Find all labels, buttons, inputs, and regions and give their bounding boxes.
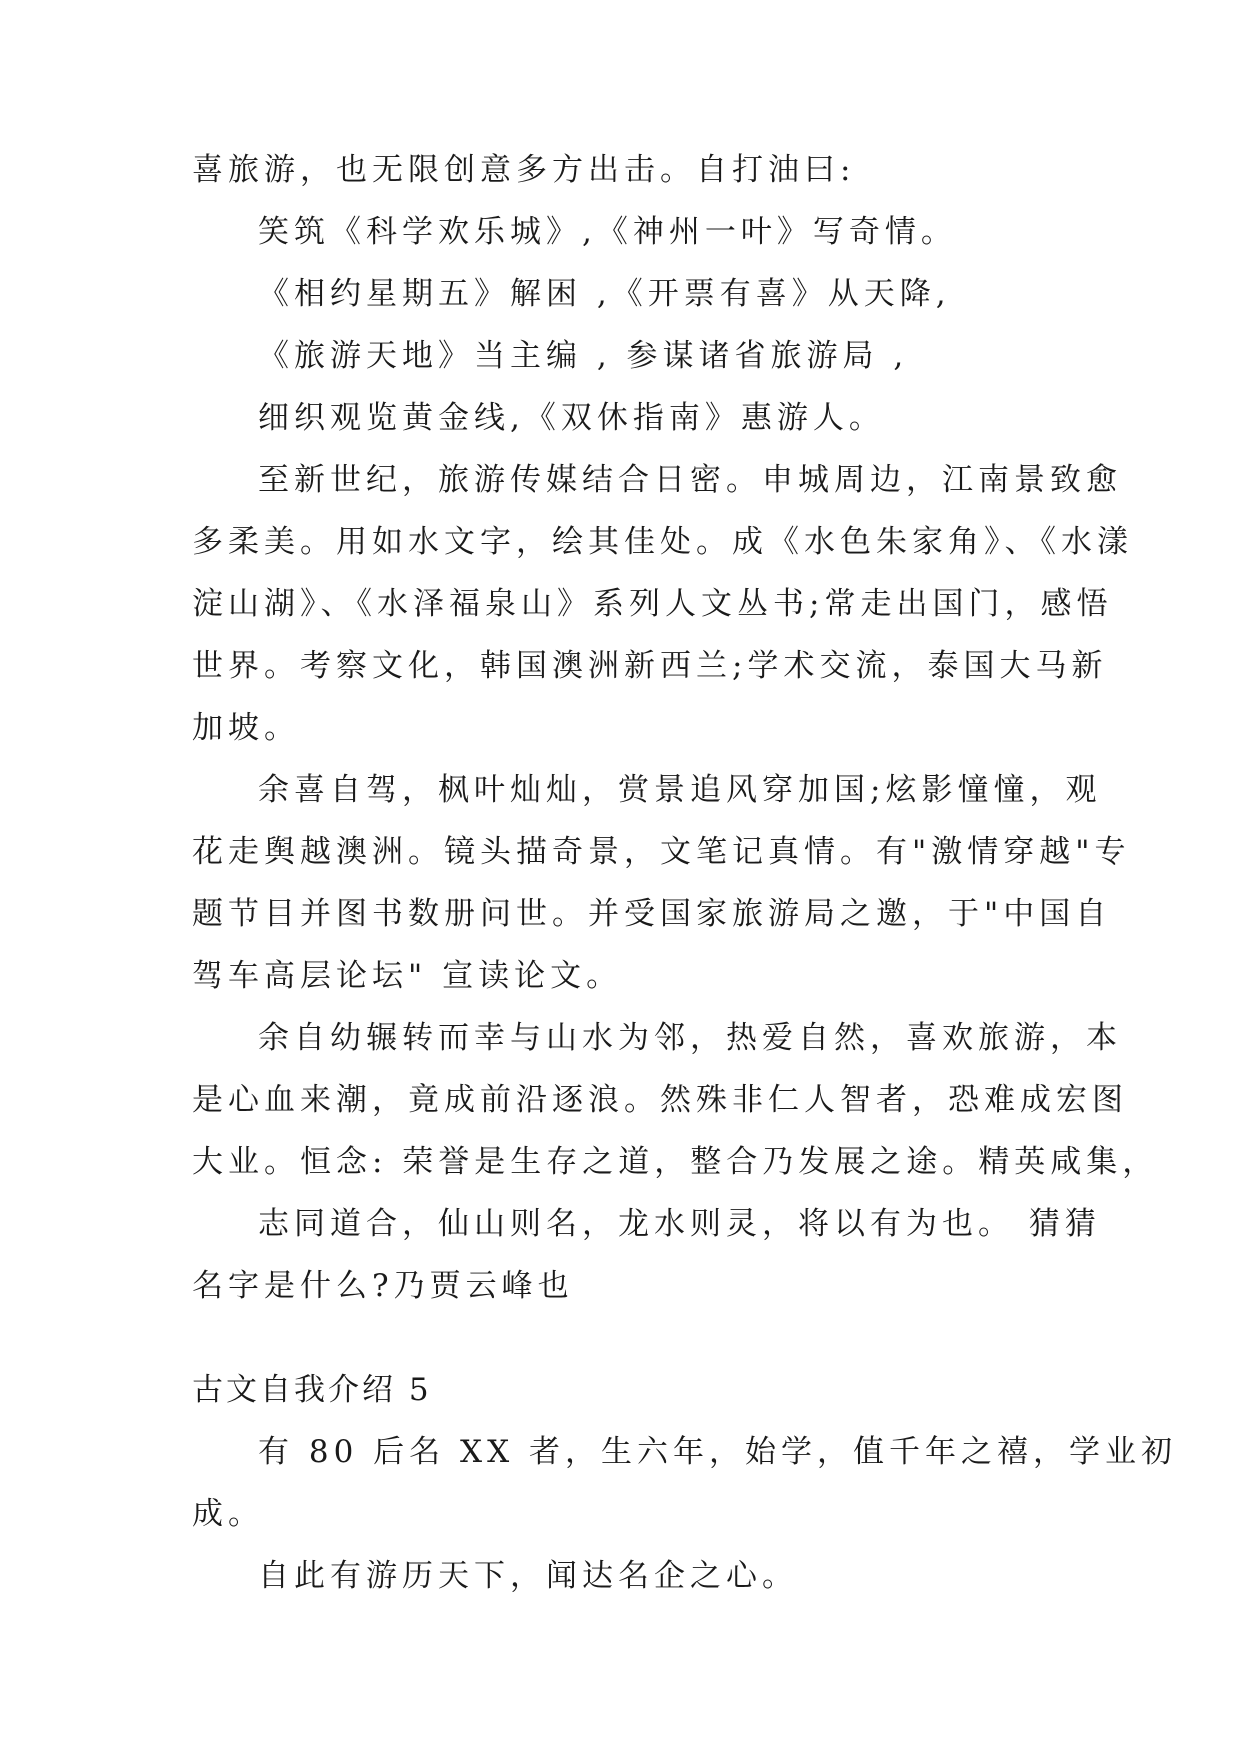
paragraph-line: 自此有游历天下，闻达名企之心。 [258,1558,798,1594]
poem-line: 细织观览黄金线,《双休指南》惠游人。 [258,400,885,436]
poem-line: 《旅游天地》当主编 , 参谋诸省旅游局 , [258,338,909,374]
paragraph-line: 志同道合，仙山则名，龙水则灵，将以有为也。 猜猜 [258,1206,1101,1242]
paragraph-line: 花走舆越澳洲。镜头描奇景，文笔记真情。有"激情穿越"专 [192,834,1131,870]
paragraph-line: 是心血来潮，竟成前沿逐浪。然殊非仁人智者，恐难成宏图 [192,1082,1128,1118]
paragraph-line: 题节目并图书数册问世。并受国家旅游局之邀，于"中国自 [192,896,1112,932]
paragraph-line: 至新世纪，旅游传媒结合日密。申城周边，江南景致愈 [258,462,1122,498]
paragraph-line: 淀山湖》、《水泽福泉山》系列人文丛书;常走出国门，感悟 [192,586,1113,622]
paragraph-line: 大业。恒念: 荣誉是生存之道，整合乃发展之途。精英咸集， [192,1144,1159,1180]
poem-line: 笑筑《科学欢乐城》,《神州一叶》写奇情。 [258,214,957,250]
paragraph-line: 成。 [192,1496,264,1532]
paragraph-line: 多柔美。用如水文字，绘其佳处。成《水色朱家角》、《水漾 [192,524,1133,560]
paragraph-line: 余自幼辗转而幸与山水为邻，热爱自然，喜欢旅游，本 [258,1020,1122,1056]
paragraph-line: 余喜自驾，枫叶灿灿，赏景追风穿加国;炫影憧憧，观 [258,772,1102,808]
paragraph-line: 世界。考察文化，韩国澳洲新西兰;学术交流，泰国大马新 [192,648,1108,684]
paragraph-line: 名字是什么?乃贾云峰也 [192,1268,574,1304]
section-heading: 古文自我介绍 5 [192,1372,432,1408]
paragraph-line: 有 80 后名 XX 者，生六年，始学，值千年之禧，学业初 [258,1434,1177,1470]
paragraph-line: 驾车高层论坛" 宣读论文。 [192,958,623,994]
text-line: 喜旅游，也无限创意多方出击。自打油曰: [192,152,856,188]
poem-line: 《相约星期五》解困 ,《开票有喜》从天降, [258,276,951,312]
paragraph-line: 加坡。 [192,710,300,746]
